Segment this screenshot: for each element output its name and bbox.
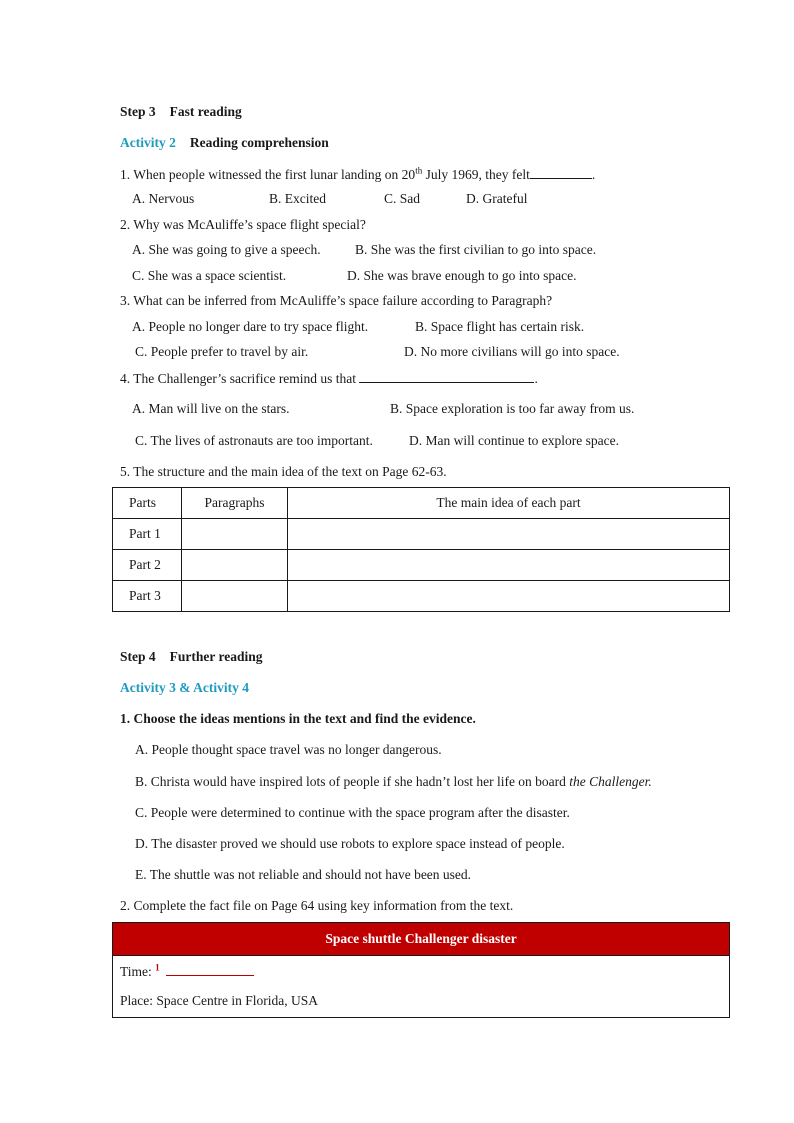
q4-option-a[interactable]: A. Man will live on the stars. (132, 401, 290, 416)
fact-time-number: 1 (155, 962, 160, 973)
question-5: 5. The structure and the main idea of the text on Page 62-63. (120, 464, 447, 479)
q1-blank[interactable] (530, 166, 592, 179)
q3-option-c[interactable]: C. People prefer to travel by air. (135, 344, 309, 359)
task1-option-b-text: B. Christa would have inspired lots of people if she hadn’t lost her life on board (135, 774, 570, 789)
q3-option-d[interactable]: D. No more civilians will go into space. (404, 344, 620, 359)
q1-sup: th (415, 165, 423, 176)
q4-option-c[interactable]: C. The lives of astronauts are too important. (135, 433, 373, 448)
main-idea-cell[interactable] (288, 550, 730, 581)
paragraphs-cell[interactable] (182, 581, 288, 612)
fact-place: Place: Space Centre in Florida, USA (120, 993, 318, 1008)
q1-option-d[interactable]: D. Grateful (466, 191, 528, 206)
q4-option-b[interactable]: B. Space exploration is too far away from us. (390, 401, 635, 416)
q4-option-d[interactable]: D. Man will continue to explore space. (409, 433, 619, 448)
q4-end: . (534, 371, 538, 386)
table-header-row (113, 488, 730, 519)
table-row (113, 550, 730, 581)
activity34-heading: Activity 3 & Activity 4 (120, 680, 249, 695)
task1-option-d[interactable]: D. The disaster proved we should use robots to explore space instead of people. (135, 836, 565, 851)
table-row (113, 581, 730, 612)
q2-option-a[interactable]: A. She was going to give a speech. (132, 242, 321, 257)
q2-option-b[interactable]: B. She was the first civilian to go into space. (355, 242, 597, 257)
header-main-idea: The main idea of each part (288, 488, 730, 519)
step3-title: Fast reading (169, 104, 242, 119)
main-idea-cell[interactable] (288, 581, 730, 612)
step3-heading (120, 104, 242, 120)
fact-time-row (120, 963, 254, 980)
task1-option-c[interactable]: C. People were determined to continue with the space program after the disaster. (135, 805, 570, 820)
question-4 (120, 370, 538, 387)
fact-file (112, 922, 730, 1018)
step4-label: Step 4 (120, 649, 156, 664)
task1-title: 1. Choose the ideas mentions in the text and find the evidence. (120, 711, 476, 726)
task2-title: 2. Complete the fact file on Page 64 using key information from the text. (120, 898, 514, 913)
row-part-label: Part 1 (113, 519, 182, 550)
header-paragraphs: Paragraphs (182, 488, 288, 519)
step4-heading (120, 649, 263, 665)
q3-option-b[interactable]: B. Space flight has certain risk. (415, 319, 585, 334)
activity2-label: Activity 2 (120, 135, 176, 150)
step3-label: Step 3 (120, 104, 156, 119)
question-2: 2. Why was McAuliffe’s space flight special? (120, 217, 366, 232)
task1-option-b[interactable] (135, 774, 652, 790)
activity2-title: Reading comprehension (189, 135, 329, 150)
task1-option-b-italic: the Challenger. (569, 774, 652, 789)
table-row (113, 519, 730, 550)
task1-option-a[interactable]: A. People thought space travel was no longer dangerous. (135, 742, 442, 757)
q1-option-b[interactable]: B. Excited (269, 191, 326, 206)
q1-end: . (591, 167, 596, 182)
row-part-label: Part 2 (113, 550, 182, 581)
parts-table (112, 487, 730, 612)
q4-blank[interactable] (359, 370, 534, 383)
question-1 (120, 166, 595, 183)
q1-option-a[interactable]: A. Nervous (132, 191, 195, 206)
activity2-heading (120, 135, 329, 151)
fact-file-title: Space shuttle Challenger disaster (113, 923, 729, 956)
q2-option-d[interactable]: D. She was brave enough to go into space. (347, 268, 577, 283)
paragraphs-cell[interactable] (182, 519, 288, 550)
q1-option-c[interactable]: C. Sad (384, 191, 421, 206)
fact-time-blank[interactable] (166, 963, 254, 976)
paragraphs-cell[interactable] (182, 550, 288, 581)
header-parts: Parts (113, 488, 182, 519)
main-idea-cell[interactable] (288, 519, 730, 550)
q3-option-a[interactable]: A. People no longer dare to try space flight. (132, 319, 369, 334)
fact-time-label: Time: (120, 964, 152, 979)
q1-text-before: 1. When people witnessed the first lunar landing on 20 (120, 167, 416, 182)
row-part-label: Part 3 (113, 581, 182, 612)
q4-text: 4. The Challenger’s sacrifice remind us that (120, 371, 360, 386)
q2-option-c[interactable]: C. She was a space scientist. (132, 268, 287, 283)
q1-text-after: July 1969, they felt (422, 167, 530, 182)
step4-title: Further reading (169, 649, 263, 664)
task1-option-e[interactable]: E. The shuttle was not reliable and should not have been used. (135, 867, 472, 882)
question-3: 3. What can be inferred from McAuliffe’s space failure according to Paragraph? (120, 293, 553, 308)
